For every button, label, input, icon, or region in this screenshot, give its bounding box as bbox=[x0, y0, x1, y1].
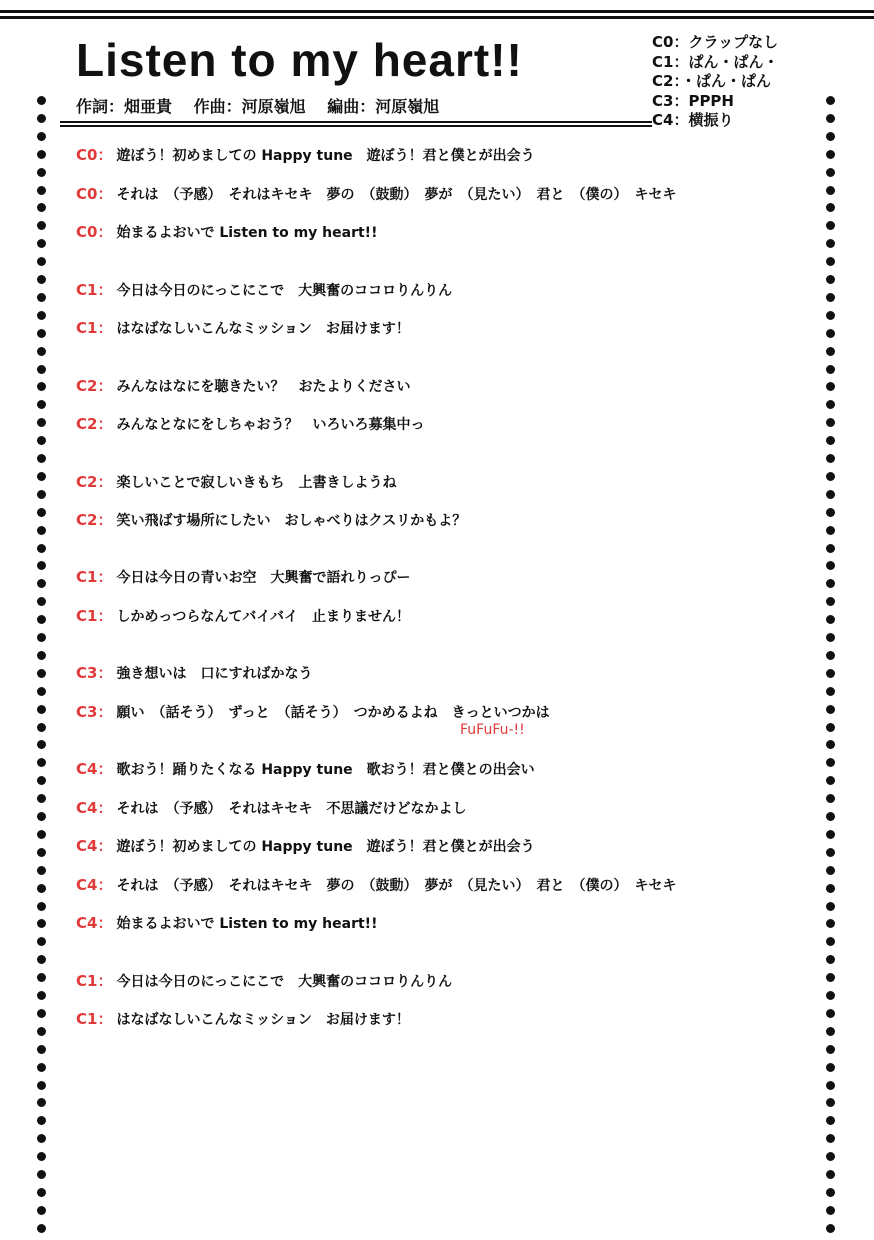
border-dot bbox=[826, 991, 835, 1000]
lyric-line bbox=[76, 413, 424, 435]
legend-item: C0：クラップなし bbox=[652, 33, 779, 51]
lyric-text: みんなとなにをしちゃおう？ いろいろ募集中っ bbox=[116, 417, 425, 433]
border-dot bbox=[826, 973, 835, 982]
border-dot bbox=[37, 669, 46, 678]
call-label: C0： bbox=[76, 185, 113, 203]
border-dot bbox=[37, 132, 46, 141]
lyric-text: はなばなしいこんなミッション お届けます！ bbox=[116, 1012, 410, 1028]
border-dot bbox=[826, 239, 835, 248]
lyric-line bbox=[76, 221, 377, 243]
border-dot bbox=[826, 812, 835, 821]
border-dot bbox=[37, 203, 46, 212]
border-dot bbox=[37, 365, 46, 374]
border-dot bbox=[37, 114, 46, 123]
border-dot bbox=[37, 1224, 46, 1233]
border-dot bbox=[37, 329, 46, 338]
call-label: C4： bbox=[76, 837, 113, 855]
lyric-line bbox=[76, 509, 466, 531]
border-dot bbox=[826, 526, 835, 535]
border-dot bbox=[37, 687, 46, 696]
lyric-line bbox=[76, 144, 535, 166]
border-dot bbox=[37, 991, 46, 1000]
border-dot bbox=[826, 257, 835, 266]
border-dot bbox=[37, 740, 46, 749]
border-dot bbox=[826, 955, 835, 964]
lyric-text: 歌おう！踊りたくなる Happy tune 歌おう！君と僕との出会い bbox=[116, 762, 535, 778]
border-dot bbox=[37, 794, 46, 803]
lyric-text: 今日は今日のにっこにこで 大興奮のココロりんりん bbox=[116, 283, 453, 299]
call-label: C4： bbox=[76, 799, 113, 817]
border-dot bbox=[37, 1027, 46, 1036]
border-dot bbox=[826, 1134, 835, 1143]
border-dot bbox=[826, 1188, 835, 1197]
border-dot bbox=[37, 436, 46, 445]
lyric-line bbox=[76, 566, 410, 588]
header-divider bbox=[60, 125, 652, 127]
call-label: C1： bbox=[76, 568, 113, 586]
border-dot bbox=[826, 1206, 835, 1215]
border-dot bbox=[37, 1098, 46, 1107]
border-dot bbox=[826, 132, 835, 141]
border-dot bbox=[37, 902, 46, 911]
border-dot bbox=[826, 651, 835, 660]
border-dot bbox=[37, 1009, 46, 1018]
call-label: C1： bbox=[76, 972, 113, 990]
border-dot bbox=[826, 454, 835, 463]
border-dot bbox=[826, 919, 835, 928]
lyric-text: 笑い飛ばす場所にしたい おしゃべりはクスリかもよ？ bbox=[116, 513, 467, 529]
border-dot bbox=[826, 1224, 835, 1233]
border-dot bbox=[37, 221, 46, 230]
border-dot bbox=[826, 382, 835, 391]
top-border-rule bbox=[0, 10, 874, 13]
lyric-text: 遊ぼう！初めましての Happy tune 遊ぼう！君と僕とが出会う bbox=[116, 148, 535, 164]
lyric-text: 遊ぼう！初めましての Happy tune 遊ぼう！君と僕とが出会う bbox=[116, 839, 535, 855]
call-label: C3： bbox=[76, 664, 113, 682]
border-dot bbox=[826, 418, 835, 427]
lyric-line bbox=[76, 605, 410, 627]
border-dot bbox=[37, 472, 46, 481]
border-dot bbox=[826, 400, 835, 409]
border-dot bbox=[37, 311, 46, 320]
border-dot bbox=[37, 490, 46, 499]
border-dot bbox=[37, 1116, 46, 1125]
border-dot bbox=[826, 758, 835, 767]
lyric-line bbox=[76, 835, 535, 857]
border-dot bbox=[37, 382, 46, 391]
lyric-text: それは （予感） それはキセキ 夢の （鼓動） 夢が （見たい） 君と （僕の） キセキ bbox=[116, 187, 677, 203]
call-label: C2： bbox=[76, 511, 113, 529]
border-dot bbox=[37, 168, 46, 177]
legend-item: C4：横振り bbox=[652, 111, 734, 129]
border-dot bbox=[826, 365, 835, 374]
border-dot bbox=[37, 454, 46, 463]
call-label: C4： bbox=[76, 876, 113, 894]
border-dot bbox=[826, 1045, 835, 1054]
call-label: C1： bbox=[76, 281, 113, 299]
border-dot bbox=[37, 633, 46, 642]
border-dot bbox=[37, 257, 46, 266]
border-dot bbox=[826, 203, 835, 212]
call-label: C2： bbox=[76, 377, 113, 395]
header-divider bbox=[60, 121, 652, 123]
border-dot bbox=[37, 884, 46, 893]
border-dot bbox=[37, 723, 46, 732]
border-dot bbox=[826, 579, 835, 588]
border-dot bbox=[37, 615, 46, 624]
credits bbox=[76, 96, 455, 118]
legend-item: C2：・ぱん・ぱん bbox=[652, 72, 771, 90]
border-dot bbox=[37, 830, 46, 839]
lyric-line bbox=[76, 471, 396, 493]
legend-item: C1：ぱん・ぱん・ bbox=[652, 52, 779, 71]
lyric-line bbox=[76, 797, 466, 819]
top-border-rule bbox=[0, 16, 874, 19]
border-dot bbox=[37, 937, 46, 946]
call-label: C0： bbox=[76, 223, 113, 241]
border-dot bbox=[37, 275, 46, 284]
border-dot bbox=[826, 347, 835, 356]
border-dot bbox=[826, 96, 835, 105]
border-dot bbox=[37, 347, 46, 356]
border-dot bbox=[37, 293, 46, 302]
border-dot bbox=[37, 919, 46, 928]
border-dot bbox=[37, 1206, 46, 1215]
border-dot bbox=[37, 400, 46, 409]
call-note: FuFuFu-!! bbox=[460, 722, 525, 738]
border-dot bbox=[37, 1152, 46, 1161]
lyric-text: 強き想いは 口にすればかなう bbox=[116, 666, 313, 682]
border-dot bbox=[37, 848, 46, 857]
border-dot bbox=[826, 669, 835, 678]
lyric-line bbox=[76, 874, 676, 896]
border-dot bbox=[826, 544, 835, 553]
legend-item: C3：PPPH bbox=[652, 91, 734, 110]
border-dot bbox=[826, 615, 835, 624]
border-dot bbox=[37, 812, 46, 821]
border-dot bbox=[37, 705, 46, 714]
border-dot bbox=[826, 508, 835, 517]
border-dot bbox=[37, 526, 46, 535]
border-dot bbox=[37, 508, 46, 517]
border-dot bbox=[37, 955, 46, 964]
border-dot bbox=[826, 705, 835, 714]
border-dot bbox=[826, 275, 835, 284]
lyric-text: 今日は今日の青いお空 大興奮で語れりっぴー bbox=[116, 570, 411, 586]
border-dot bbox=[37, 866, 46, 875]
border-dot bbox=[826, 168, 835, 177]
border-dot bbox=[826, 490, 835, 499]
border-dot bbox=[37, 1170, 46, 1179]
border-dot bbox=[826, 723, 835, 732]
lyric-text: しかめっつらなんてバイバイ 止まりません！ bbox=[116, 609, 411, 625]
border-dot bbox=[826, 740, 835, 749]
call-label: C0： bbox=[76, 146, 113, 164]
border-dot bbox=[826, 776, 835, 785]
border-dot bbox=[826, 597, 835, 606]
lyric-text: 願い （話そう） ずっと （話そう） つかめるよね きっといつかは bbox=[116, 705, 550, 721]
border-dot bbox=[826, 884, 835, 893]
right-dot-border bbox=[826, 96, 836, 1236]
lyric-line bbox=[76, 758, 535, 780]
lyricist-credit: 作詞：畑亜貴 bbox=[76, 97, 173, 116]
border-dot bbox=[826, 114, 835, 123]
lyric-text: それは （予感） それはキセキ 夢の （鼓動） 夢が （見たい） 君と （僕の） キセキ bbox=[116, 878, 677, 894]
border-dot bbox=[826, 794, 835, 803]
border-dot bbox=[826, 633, 835, 642]
border-dot bbox=[826, 150, 835, 159]
lyric-text: みんなはなにを聴きたい？ おたよりください bbox=[116, 379, 411, 395]
lyric-line bbox=[76, 279, 452, 301]
lyric-line bbox=[76, 317, 410, 339]
border-dot bbox=[37, 776, 46, 785]
arranger-credit: 編曲：河原嶺旭 bbox=[327, 97, 440, 116]
border-dot bbox=[826, 1170, 835, 1179]
call-label: C2： bbox=[76, 415, 113, 433]
border-dot bbox=[37, 973, 46, 982]
border-dot bbox=[37, 1045, 46, 1054]
lyric-text: 楽しいことで寂しいきもち 上書きしようね bbox=[116, 475, 397, 491]
lyric-line bbox=[76, 662, 312, 684]
border-dot bbox=[826, 1081, 835, 1090]
lyric-line bbox=[76, 1008, 410, 1030]
border-dot bbox=[37, 561, 46, 570]
border-dot bbox=[37, 418, 46, 427]
border-dot bbox=[826, 1063, 835, 1072]
border-dot bbox=[826, 866, 835, 875]
lyric-text: 今日は今日のにっこにこで 大興奮のココロりんりん bbox=[116, 974, 453, 990]
border-dot bbox=[826, 186, 835, 195]
border-dot bbox=[37, 96, 46, 105]
border-dot bbox=[37, 1063, 46, 1072]
lyric-line bbox=[76, 375, 410, 397]
call-label: C3： bbox=[76, 703, 113, 721]
border-dot bbox=[826, 472, 835, 481]
lyric-text: それは （予感） それはキセキ 不思議だけどなかよし bbox=[116, 801, 467, 817]
lyric-line bbox=[76, 970, 452, 992]
border-dot bbox=[37, 1134, 46, 1143]
border-dot bbox=[37, 579, 46, 588]
left-dot-border bbox=[37, 96, 47, 1236]
border-dot bbox=[826, 902, 835, 911]
border-dot bbox=[826, 1098, 835, 1107]
border-dot bbox=[37, 544, 46, 553]
border-dot bbox=[826, 329, 835, 338]
border-dot bbox=[37, 1081, 46, 1090]
border-dot bbox=[826, 830, 835, 839]
call-label: C1： bbox=[76, 607, 113, 625]
call-label: C4： bbox=[76, 760, 113, 778]
call-label: C2： bbox=[76, 473, 113, 491]
lyric-text: 始まるよおいで Listen to my heart!! bbox=[116, 916, 378, 932]
lyric-line bbox=[76, 912, 377, 934]
border-dot bbox=[37, 150, 46, 159]
border-dot bbox=[826, 848, 835, 857]
border-dot bbox=[37, 758, 46, 767]
border-dot bbox=[826, 311, 835, 320]
call-label: C1： bbox=[76, 319, 113, 337]
lyric-text: 始まるよおいで Listen to my heart!! bbox=[116, 225, 378, 241]
border-dot bbox=[37, 1188, 46, 1197]
border-dot bbox=[37, 651, 46, 660]
border-dot bbox=[826, 1116, 835, 1125]
song-title: Listen to my heart!! bbox=[76, 34, 523, 86]
call-label: C1： bbox=[76, 1010, 113, 1028]
border-dot bbox=[37, 239, 46, 248]
border-dot bbox=[826, 1009, 835, 1018]
border-dot bbox=[826, 561, 835, 570]
border-dot bbox=[826, 1027, 835, 1036]
border-dot bbox=[826, 937, 835, 946]
border-dot bbox=[826, 1152, 835, 1161]
composer-credit: 作曲：河原嶺旭 bbox=[193, 97, 306, 116]
border-dot bbox=[37, 186, 46, 195]
call-label: C4： bbox=[76, 914, 113, 932]
lyric-line bbox=[76, 183, 676, 205]
border-dot bbox=[826, 436, 835, 445]
border-dot bbox=[37, 597, 46, 606]
border-dot bbox=[826, 221, 835, 230]
call-legend bbox=[652, 33, 778, 131]
border-dot bbox=[826, 293, 835, 302]
lyric-text: はなばなしいこんなミッション お届けます！ bbox=[116, 321, 410, 337]
border-dot bbox=[826, 687, 835, 696]
